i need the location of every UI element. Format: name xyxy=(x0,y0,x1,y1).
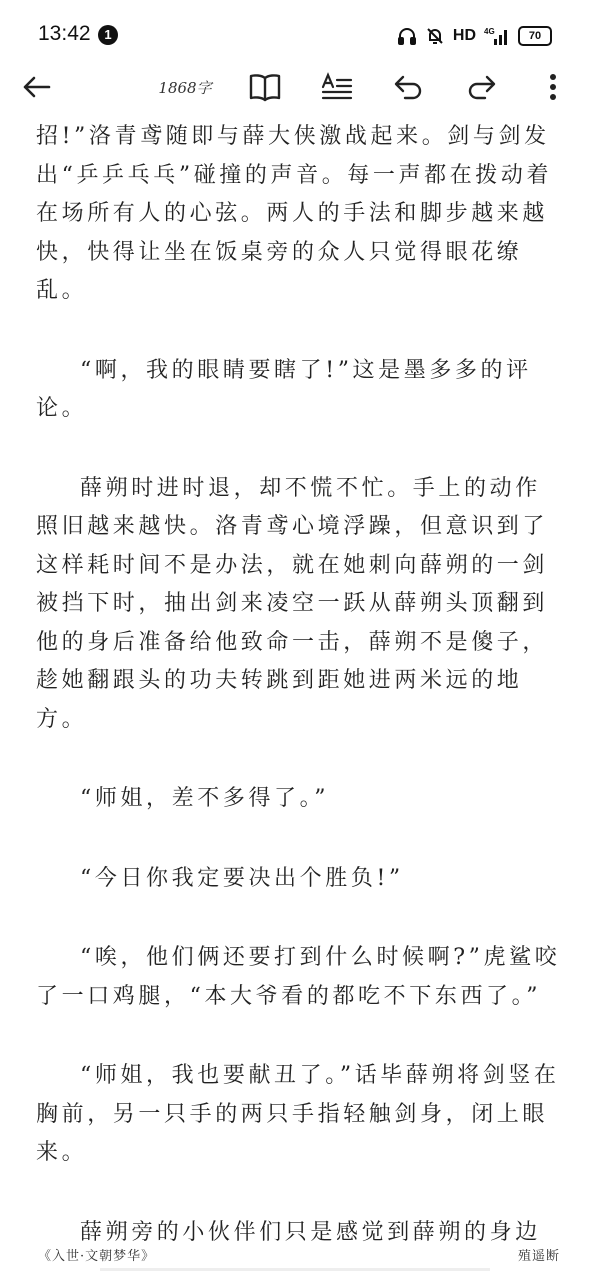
paragraph: 薛朔旁的小伙伴们只是感觉到薛朔的身边 xyxy=(80,1219,541,1245)
status-icons xyxy=(397,22,552,50)
chapter-content[interactable] xyxy=(36,118,561,1245)
paragraph: 薛朔时进时退，却不慌不忙。手上的动作照旧越来越快。洛青鸢心境浮躁，但意识到了这样耗时间不是办法，就在她刺向薛朔的一剑被挡下时，抽出剑来凌空一跃从薛朔头顶翻到他的身后准备给他致命一击，薛朔不是傻子，趁她翻跟头的功夫转跳到距她进两米远的地方。 xyxy=(36,475,549,732)
redo-button[interactable] xyxy=(460,68,502,110)
hd-label: HD xyxy=(452,27,476,44)
more-vertical-icon xyxy=(549,73,557,105)
text-settings-button[interactable] xyxy=(316,68,358,110)
text-format-icon xyxy=(321,73,353,105)
notification-badge: 1 xyxy=(98,25,118,45)
word-count: 1868字 xyxy=(158,79,212,97)
paragraph: “啊，我的眼睛要瞎了!”这是墨多多的评论。 xyxy=(36,357,532,421)
headphones-icon xyxy=(397,26,417,46)
bell-muted-icon xyxy=(425,26,445,46)
signal-icon xyxy=(484,26,510,46)
author-name: 殖遥断 xyxy=(517,1249,560,1264)
reader-toolbar xyxy=(0,62,590,116)
paragraph: 招!”洛青鸢随即与薛大侠激战起来。剑与剑发出“乒乒乓乓”碰撞的声音。每一声都在拨动着在场所有人的心弦。两人的手法和脚步越来越快，快得让坐在饭桌旁的众人只觉得眼花缭乱。 xyxy=(36,124,553,303)
status-time: 13:42 xyxy=(38,22,91,45)
back-button[interactable] xyxy=(16,68,58,110)
paragraph: “唉，他们俩还要打到什么时候啊?”虎鲨咬了一口鸡腿，“本大爷看的都吃不下东西了。” xyxy=(36,945,561,1009)
book-title: 《入世·文朝梦华》 xyxy=(38,1249,156,1264)
footer-divider xyxy=(100,1268,490,1271)
reader-footer xyxy=(0,1240,590,1270)
paragraph: “师姐，我也要献丑了。”话毕薛朔将剑竖在胸前，另一只手的两只手指轻触剑身，闭上眼来。 xyxy=(36,1063,560,1165)
status-bar xyxy=(0,0,590,70)
catalog-button[interactable] xyxy=(244,68,286,110)
battery-indicator: 70 xyxy=(518,26,552,46)
undo-button[interactable] xyxy=(388,68,430,110)
paragraph: “师姐，差不多得了。” xyxy=(80,786,330,811)
paragraph: “今日你我定要决出个胜负!” xyxy=(80,865,404,891)
redo-icon xyxy=(465,73,497,105)
more-button[interactable] xyxy=(532,68,574,110)
book-icon xyxy=(249,73,281,105)
svg-text:4G: 4G xyxy=(484,27,495,36)
back-arrow-icon xyxy=(21,75,53,103)
undo-icon xyxy=(393,73,425,105)
